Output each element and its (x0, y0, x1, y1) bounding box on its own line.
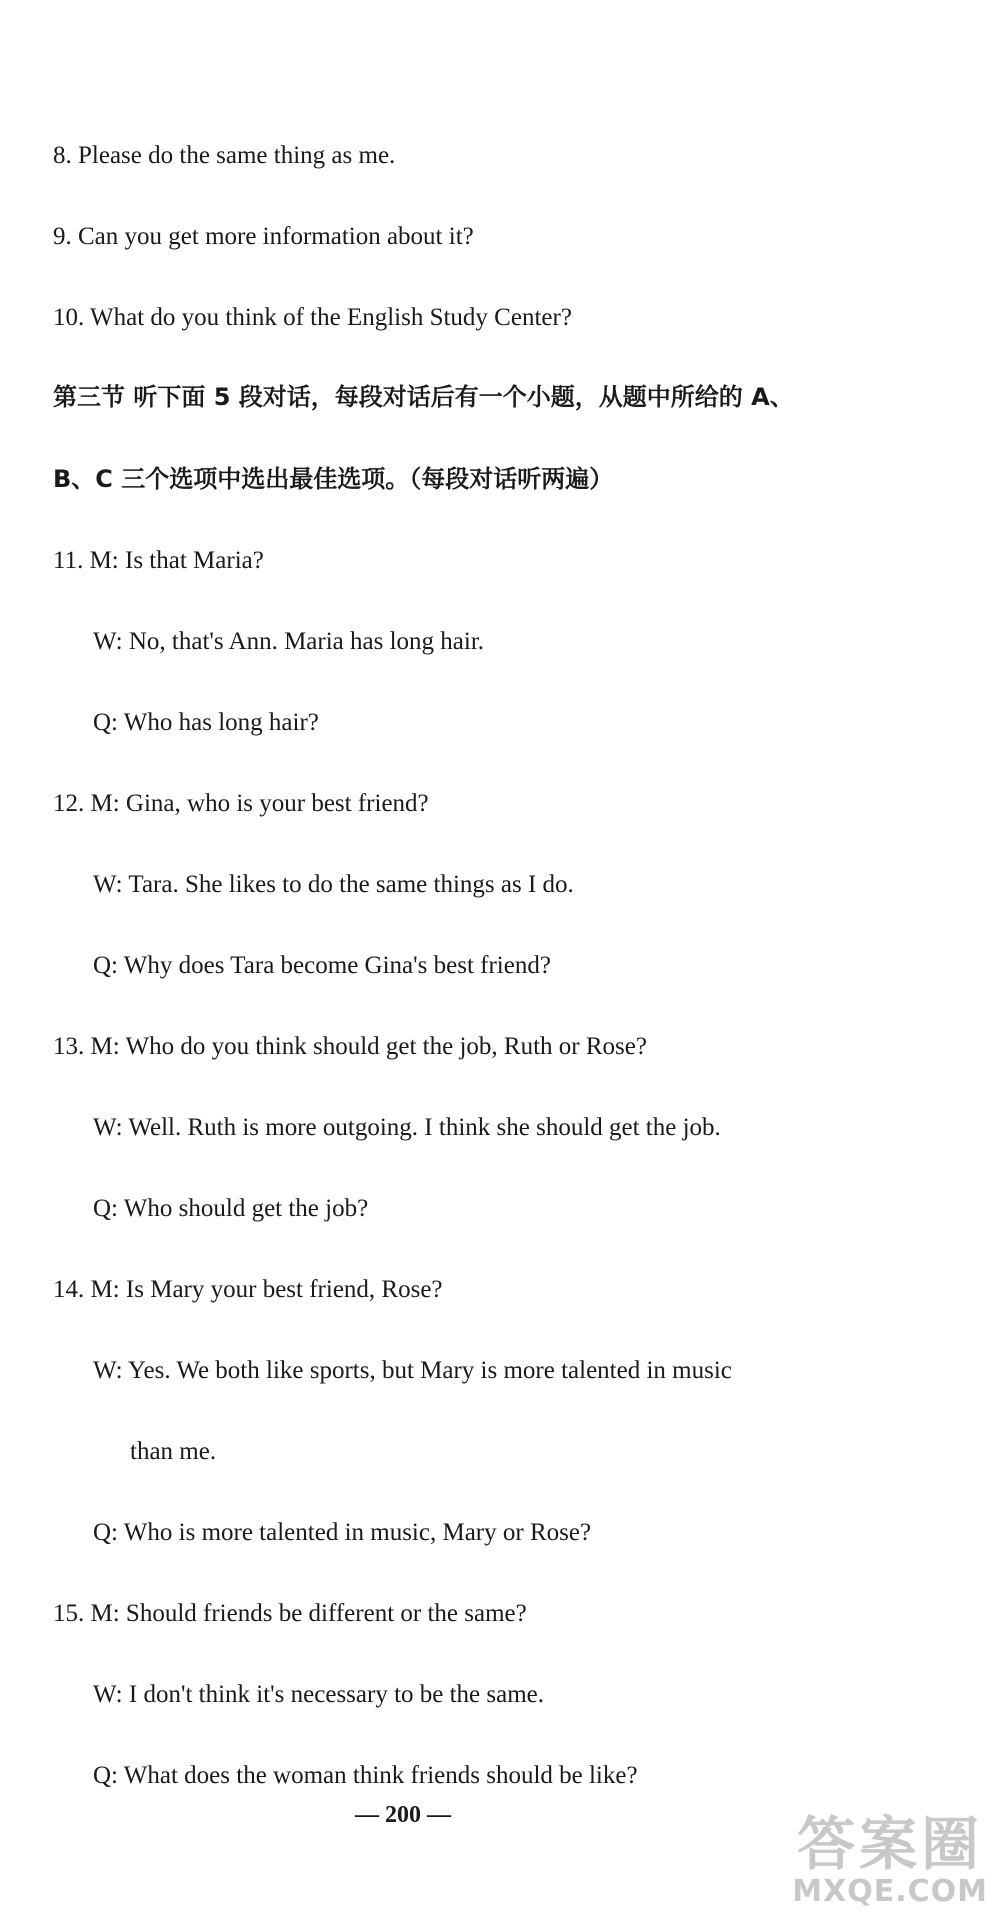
question-15-man: 15. M: Should friends be different or the same? (53, 1600, 527, 1627)
question-15-question: Q: What does the woman think friends should be like? (93, 1762, 638, 1789)
question-8: 8. Please do the same thing as me. (53, 142, 396, 169)
question-9: 9. Can you get more information about it? (53, 223, 474, 250)
question-11-man: 11. M: Is that Maria? (53, 547, 264, 574)
question-12-man: 12. M: Gina, who is your best friend? (53, 790, 429, 817)
question-14-woman: W: Yes. We both like sports, but Mary is more talented in music (93, 1357, 732, 1384)
question-11-question: Q: Who has long hair? (93, 709, 319, 736)
question-11-woman: W: No, that's Ann. Maria has long hair. (93, 628, 485, 655)
question-10: 10. What do you think of the English Study Center? (53, 304, 572, 331)
question-12-woman: W: Tara. She likes to do the same things as I do. (93, 871, 574, 898)
question-13-woman: W: Well. Ruth is more outgoing. I think she should get the job. (93, 1114, 721, 1141)
question-15-woman: W: I don't think it's necessary to be the same. (93, 1681, 545, 1708)
page-number: — 200 — (355, 1802, 451, 1828)
question-14-woman-cont: than me. (130, 1438, 217, 1465)
question-13-man: 13. M: Who do you think should get the job, Ruth or Rose? (53, 1033, 647, 1060)
section-heading: 第三节 听下面 5 段对话，每段对话后有一个小题，从题中所给的 A、 (53, 383, 794, 411)
watermark-logo: 答案圈 (797, 1810, 984, 1878)
question-14-question: Q: Who is more talented in music, Mary or Rose? (93, 1519, 592, 1546)
question-12-question: Q: Why does Tara become Gina's best friend? (93, 952, 551, 979)
section-heading-cont: B、C 三个选项中选出最佳选项。（每段对话听两遍） (53, 465, 614, 493)
question-13-question: Q: Who should get the job? (93, 1195, 369, 1222)
watermark-url: MXQE.COM (792, 1874, 988, 1909)
question-14-man: 14. M: Is Mary your best friend, Rose? (53, 1276, 443, 1303)
watermark (792, 1810, 988, 1909)
